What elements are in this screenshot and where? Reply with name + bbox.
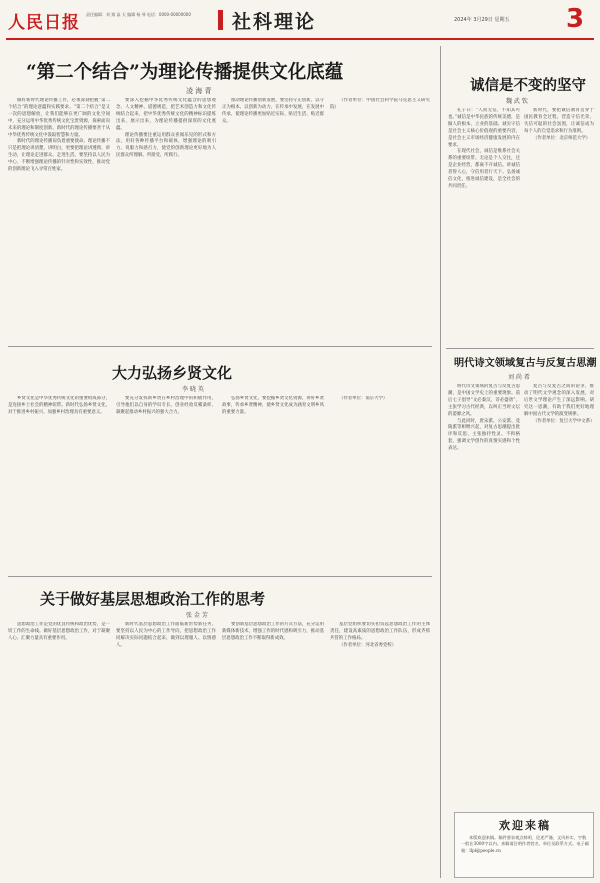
main-article-column — [330, 98, 430, 342]
paragraph: 弘扬乡贤文化，要挖掘乡贤文化资源，讲好乡贤故事，传承乡贤精神，使乡贤文化成为涵育文明乡风的重要力量。 — [222, 396, 324, 415]
bottom-article-author: 张 金 芳 — [186, 612, 208, 619]
editor-credits: 责任编辑：刘 翔 高 天 编辑 杨 琴 电话：0000-00000000 — [86, 12, 191, 17]
paragraph: 新时代，要把诚信教育贯穿于国民教育全过程，营造守信光荣、失信可耻的社会氛围，让诚信成为每个人的自觉追求和行为准则。 — [524, 108, 594, 134]
paragraph: 乡贤文化是中华优秀传统文化的重要组成部分，是连接乡土社会的精神纽带。新时代弘扬乡贤文化，对于推进乡村振兴、加强乡村治理具有重要意义。 — [8, 396, 110, 415]
paragraph: （作者单位：北京师范大学） — [533, 135, 591, 141]
masthead-rule — [6, 38, 594, 40]
bottom-article-column — [222, 622, 324, 878]
section-accent-bar — [218, 10, 223, 30]
paragraph: （作者单位：南京大学） — [339, 396, 388, 401]
culture-article-author: 李 晓 英 — [182, 386, 204, 393]
paragraph: 与此同时，唐宋派、公安派、竟陵派等相继兴起，对复古思潮提出批评和反思，主张独抒性灵、不拘格套，强调文学创作的真情实感和个性表达。 — [448, 418, 520, 452]
column-divider — [440, 46, 441, 878]
paragraph: 本版欢迎来稿。稿件要求观点鲜明、论述严谨、文风朴实，字数一般在3000字以内。来稿请注明作者姓名、单位及联系方式。电子邮箱：llpl@people.cn — [461, 835, 589, 853]
side-article-1-column — [448, 108, 520, 344]
culture-article-column — [8, 396, 110, 568]
bottom-article-column — [116, 622, 216, 878]
paragraph: 做好新时代理论传播工作，必须深刻把握“第二个结合”的理论意蕴和实践要求。“第二个结合”是又一次的思想解放，让我们能够在更广阔的文化空间中，充分运用中华优秀传统文化宝贵资源，探索面向未来的理论和制度创新。新时代的理论传播要善于从中华优秀传统文化中汲取智慧和力量。 — [8, 98, 110, 138]
paragraph: 基层党组织要切实担负起思想政治工作的主体责任，建设高素质的思想政治工作队伍，形成齐抓共管的工作格局。 — [330, 622, 430, 641]
paragraph: 在现代社会，诚信是维系社会关系的重要纽带。无论是个人交往，还是企业经营，都离不开诚信。讲诚信者得人心，守信用者行天下。弘扬诚信文化，推进诚信建设，是全社会的共同责任。 — [448, 149, 520, 189]
main-article-author: 凌 海 青 — [186, 87, 212, 95]
paragraph: 新时代基层思想政治工作面临新形势新任务，要坚持以人民为中心的工作导向，把思想政治工作同解决实际问题结合起来，做到以理服人、以情感人。 — [116, 622, 216, 648]
culture-article-column — [116, 396, 216, 568]
main-article-column — [222, 98, 324, 342]
paragraph: （作者单位：河北省委党校） — [339, 642, 397, 648]
section-title: 社科理论 — [232, 11, 317, 33]
side-article-2-title: 明代诗文领域复古与反复古思潮 — [454, 357, 597, 369]
main-article-column — [8, 98, 110, 342]
paragraph: 复古与反复古之间的论争，推动了明代文学观念的深入发展，对后世文学理论产生了深远影响。研究这一思潮，有助于我们更好地理解中国古代文学的演变规律。 — [524, 384, 594, 417]
paragraph: 理论传播要注重运用群众喜闻乐见的形式和方法，用好各种传播平台和载体，增强理论的吸引力、说服力和感召力，使党的创新理论更好地为人民群众所理解、所接受、所践行。 — [116, 132, 216, 159]
side-article-2-column — [448, 384, 520, 806]
side-article-2-column — [524, 384, 594, 806]
side-article-1-title: 诚信是不变的坚守 — [470, 77, 586, 94]
submission-notice-body — [461, 835, 589, 854]
paragraph: 要深入挖掘中华优秀传统文化蕴含的思想观念、人文精神、道德规范，把艺术创造力和文化传统结合起来，把中华优秀传统文化的精神标识提炼出来、展示出来，为理论传播提供深厚的文化底蕴。 — [116, 98, 216, 131]
issue-date: 2024年 3月29日 星期五 — [454, 17, 510, 23]
paragraph: 孔子曰：“人而无信，不知其可也。”诚信是中华民族的传统美德，是做人的根本、立业的基础。诚实守信是社会主义核心价值观的重要内容，是社会主义市场经济健康发展的内在要求。 — [448, 108, 520, 148]
submission-notice-box — [454, 812, 594, 878]
newspaper-logo: 人民日报 — [8, 13, 80, 33]
paragraph: （作者单位：复旦大学中文系） — [533, 418, 594, 424]
masthead — [0, 0, 600, 44]
culture-article-title: 大力弘扬乡贤文化 — [112, 364, 233, 382]
side-article-1-author: 魏 武 钦 — [506, 98, 528, 105]
paragraph: 明代诗文领域的复古与反复古思潮，是中国文学史上的重要现象。前后七子倡导“文必秦汉，诗必盛唐”，主张学习古代经典，以纠正当时文坛的萎靡之风。 — [448, 384, 520, 417]
paragraph: 要充分发挥新乡贤在乡村治理中的积极作用，引导他们以自身的学识专长、创业经验反哺桑梓，凝聚起推动乡村振兴的强大合力。 — [116, 396, 216, 415]
bottom-article-title: 关于做好基层思想政治工作的思考 — [40, 590, 266, 608]
divider — [8, 576, 432, 577]
side-article-1-column — [524, 108, 594, 344]
divider — [446, 348, 594, 349]
submission-notice-title: 欢迎来稿 — [499, 819, 551, 832]
bottom-article-column — [330, 622, 430, 878]
paragraph: 新时代的理论传播肩负着重要使命。理论传播不只是把理论讲清楚、讲明白，更要把理论讲透彻、讲生动，让理论走进群众、走进生活。要坚持以人民为中心，不断增强理论传播的针对性和实效性，推动党的创新理论飞入寻常百姓家。 — [8, 139, 110, 173]
culture-article-column — [222, 396, 324, 568]
culture-article-column — [330, 396, 430, 568]
page-number: 3 — [566, 4, 585, 34]
paragraph: 要创新基层思想政治工作的方式方法，充分运用新媒体新技术，增强工作的时代感和吸引力，推动基层思想政治工作不断取得新成效。 — [222, 622, 324, 641]
paragraph: （作者单位：中国社会科学院马克思主义研究院） — [330, 98, 430, 110]
bottom-article-column — [8, 622, 110, 878]
divider — [8, 346, 432, 347]
main-article-title: “第二个结合”为理论传播提供文化底蕴 — [26, 62, 344, 83]
paragraph: 思想政治工作是党的优良传统和政治优势，是一切工作的生命线。做好基层思想政治工作，对于凝聚人心、汇聚力量具有重要作用。 — [8, 622, 110, 641]
paragraph: 推动理论传播创新发展，要坚持守正创新，以守正为根本、以创新为动力，在传承中发展，在发展中传承，使理论传播更加贴近实际、贴近生活、贴近群众。 — [222, 98, 324, 124]
side-article-2-author: 刘 尚 希 — [508, 374, 530, 381]
main-article-column — [116, 98, 216, 342]
